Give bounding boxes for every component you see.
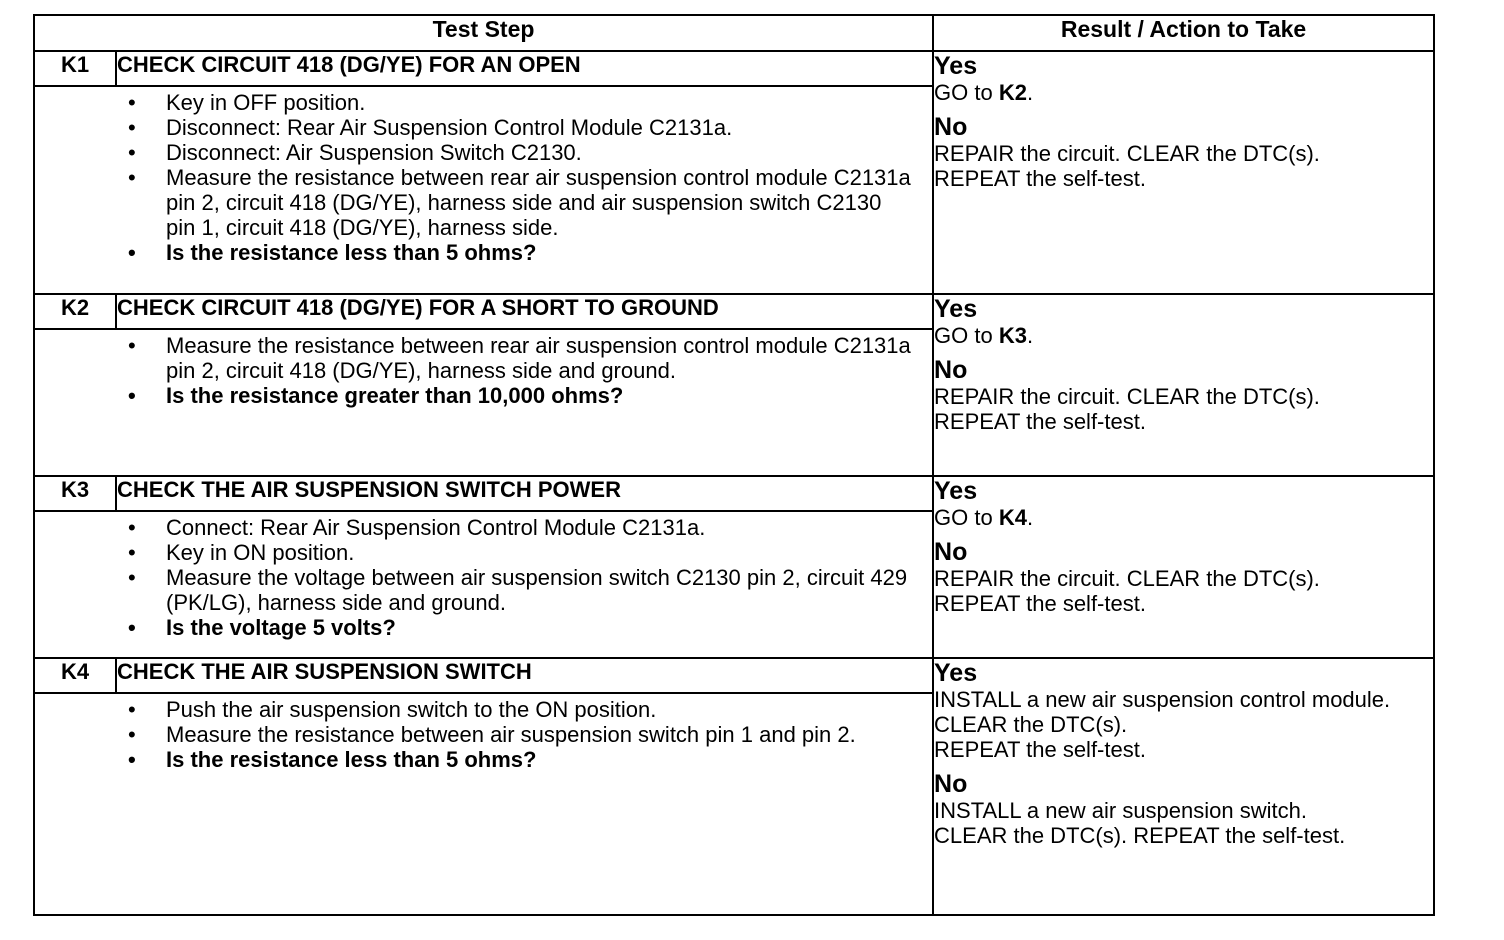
step-k2-instructions xyxy=(34,329,933,476)
step-k1-instructions xyxy=(34,86,933,294)
instruction-list xyxy=(35,87,932,265)
list-item: • Disconnect: Air Suspension Switch C2130. xyxy=(128,140,582,165)
list-item: • Measure the resistance between rear air suspension control module C2131a pin 2, circuit 418 (DG/YE), harness side and air suspension switch C2130 pin 1, circuit 418 (DG/YE), harness side. xyxy=(128,165,911,240)
step-code: K3 xyxy=(34,476,116,511)
step-code: K2 xyxy=(34,294,116,329)
no-action: INSTALL a new air suspension switch. CLEAR the DTC(s). REPEAT the self-test. xyxy=(934,798,1346,848)
test-step-header: Test Step xyxy=(34,15,933,51)
step-title: CHECK THE AIR SUSPENSION SWITCH xyxy=(116,658,933,693)
list-item: • Measure the resistance between rear air suspension control module C2131a pin 2, circuit 418 (DG/YE), harness side and ground. xyxy=(128,333,911,383)
step-title: CHECK THE AIR SUSPENSION SWITCH POWER xyxy=(116,476,933,511)
list-item: • Key in OFF position. xyxy=(128,90,366,115)
step-code: K1 xyxy=(34,51,116,86)
step-k4-instructions xyxy=(34,693,933,915)
no-label: No xyxy=(934,538,968,566)
pinpoint-test-table xyxy=(33,14,1435,916)
step-title: CHECK CIRCUIT 418 (DG/YE) FOR AN OPEN xyxy=(116,51,933,86)
list-item: • Key in ON position. xyxy=(128,540,355,565)
yes-label: Yes xyxy=(934,477,978,505)
yes-action: INSTALL a new air suspension control module. CLEAR the DTC(s). REPEAT the self-test. xyxy=(934,687,1391,762)
list-item: • Push the air suspension switch to the ON position. xyxy=(128,697,657,722)
no-action: REPAIR the circuit. CLEAR the DTC(s). REPEAT the self-test. xyxy=(934,141,1320,191)
list-item: • Measure the resistance between air suspension switch pin 1 and pin 2. xyxy=(128,722,856,747)
no-label: No xyxy=(934,770,968,798)
step-question: • Is the resistance less than 5 ohms? xyxy=(128,747,537,772)
step-question: • Is the voltage 5 volts? xyxy=(128,615,396,640)
step-k1-title-row xyxy=(34,51,1434,86)
instruction-list xyxy=(35,512,932,640)
step-k1-result xyxy=(933,51,1434,294)
no-action: REPAIR the circuit. CLEAR the DTC(s). REPEAT the self-test. xyxy=(934,384,1320,434)
step-question: • Is the resistance less than 5 ohms? xyxy=(128,240,537,265)
step-k2-title-row xyxy=(34,294,1434,329)
no-label: No xyxy=(934,113,968,141)
step-k4-result xyxy=(933,658,1434,915)
list-item: • Disconnect: Rear Air Suspension Control Module C2131a. xyxy=(128,115,733,140)
step-k2-result xyxy=(933,294,1434,476)
result-action-header: Result / Action to Take xyxy=(933,15,1434,51)
step-k4-title-row xyxy=(34,658,1434,693)
step-title: CHECK CIRCUIT 418 (DG/YE) FOR A SHORT TO GROUND xyxy=(116,294,933,329)
no-label: No xyxy=(934,356,968,384)
list-item: • Connect: Rear Air Suspension Control Module C2131a. xyxy=(128,515,706,540)
step-k3-title-row xyxy=(34,476,1434,511)
yes-action: GO to K4. xyxy=(934,505,1034,530)
no-action: REPAIR the circuit. CLEAR the DTC(s). REPEAT the self-test. xyxy=(934,566,1320,616)
yes-action: GO to K3. xyxy=(934,323,1034,348)
yes-label: Yes xyxy=(934,52,978,80)
instruction-list xyxy=(35,694,932,772)
list-item: • Measure the voltage between air suspension switch C2130 pin 2, circuit 429 (PK/LG), harness side and ground. xyxy=(128,565,908,615)
yes-action: GO to K2. xyxy=(934,80,1034,105)
step-question: • Is the resistance greater than 10,000 ohms? xyxy=(128,383,624,408)
yes-label: Yes xyxy=(934,659,978,687)
instruction-list xyxy=(35,330,932,408)
step-k3-result xyxy=(933,476,1434,658)
step-k3-instructions xyxy=(34,511,933,658)
step-code: K4 xyxy=(34,658,116,693)
yes-label: Yes xyxy=(934,295,978,323)
table-header-row xyxy=(34,15,1434,51)
